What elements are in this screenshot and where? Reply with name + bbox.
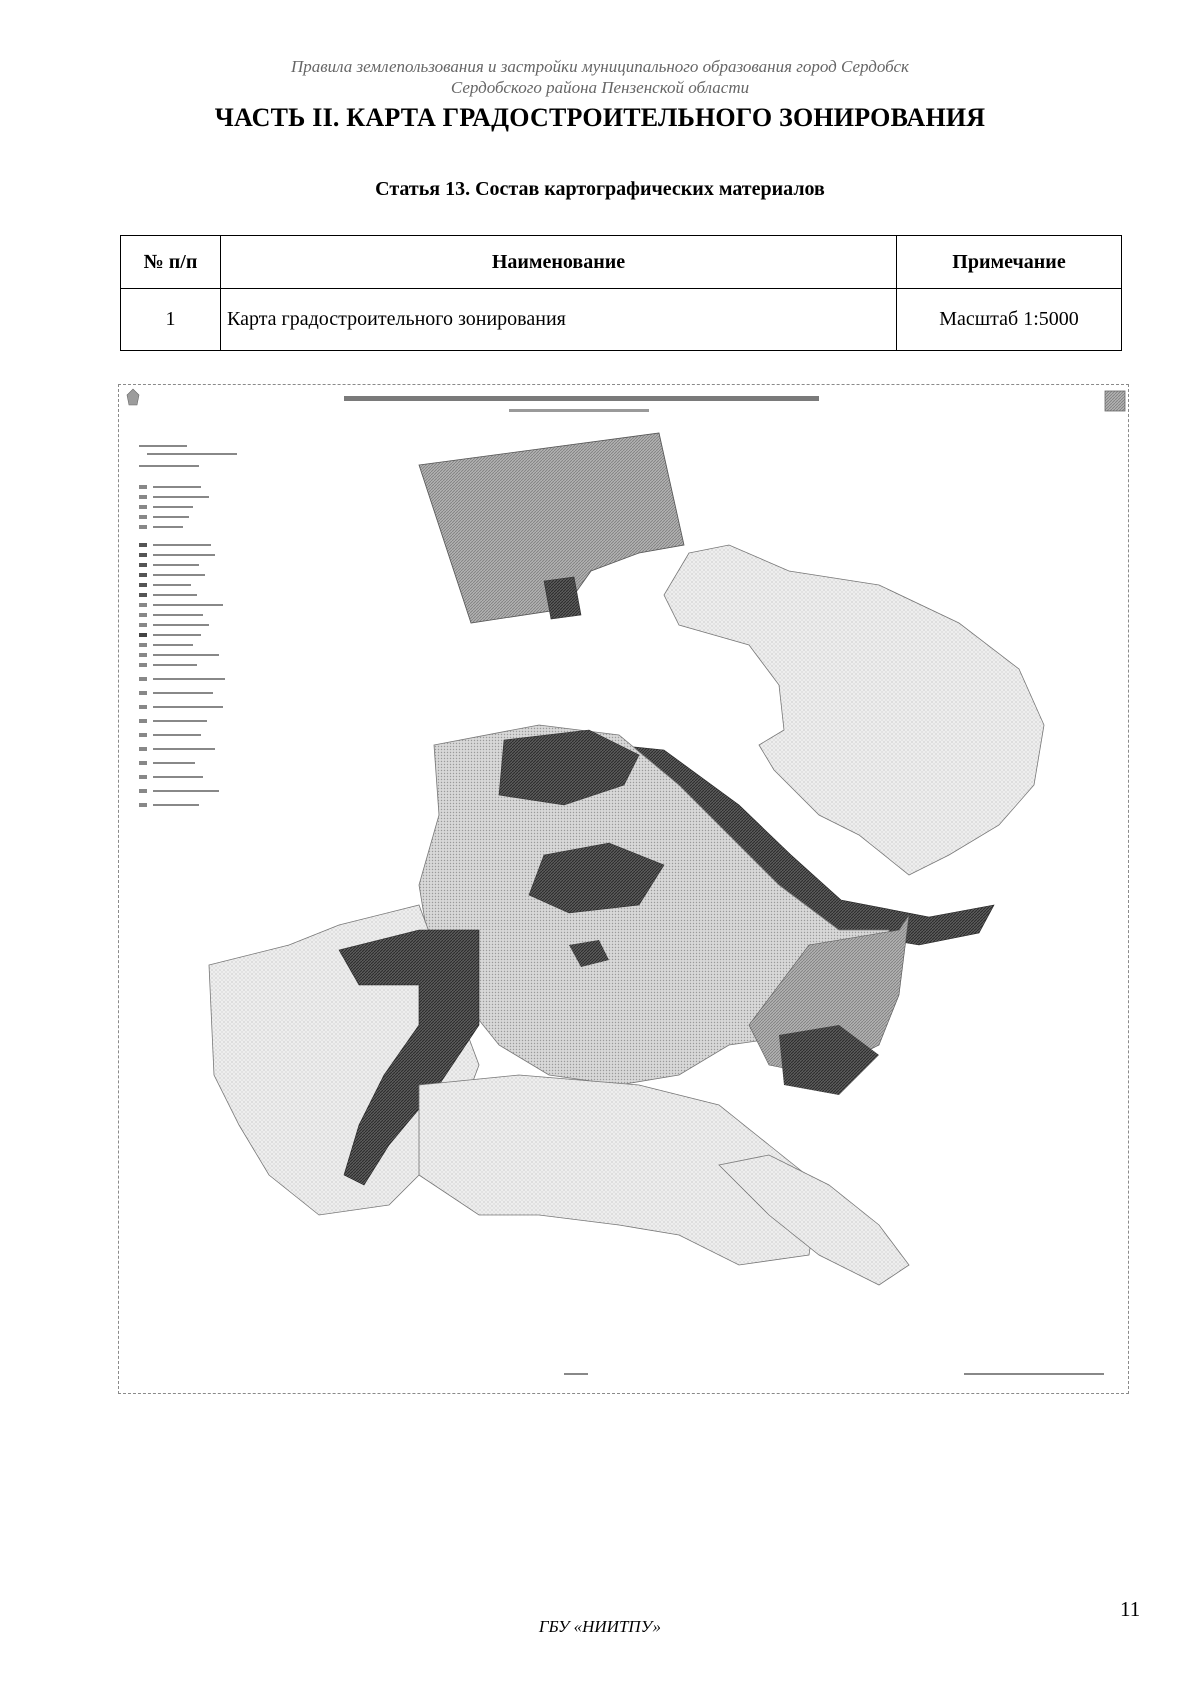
materials-table	[120, 235, 1122, 351]
part-title: ЧАСТЬ II. КАРТА ГРАДОСТРОИТЕЛЬНОГО ЗОНИРОВАНИЯ	[214, 103, 986, 132]
article-title: Статья 13. Состав картографических материалов	[375, 178, 825, 200]
row-note-cell: Масштаб 1:5000	[897, 289, 1122, 351]
zoning-map-image	[119, 385, 1128, 1393]
column-header-number: № п/п	[121, 236, 221, 289]
map-zone-north-block	[544, 577, 581, 619]
emblem-icon	[127, 389, 139, 405]
row-number-cell: 1	[121, 289, 221, 351]
map-scale-bar	[564, 1373, 588, 1375]
running-header-line-1: Правила землепользования и застройки муниципального образования город Сердобск	[290, 57, 909, 76]
row-name-cell: Карта градостроительного зонирования	[221, 289, 897, 351]
table-header-row	[121, 236, 1122, 289]
table-row	[121, 289, 1122, 351]
map-author-block	[964, 1373, 1104, 1375]
page-number: 11	[1120, 1597, 1141, 1621]
column-header-name: Наименование	[221, 236, 897, 289]
compass-icon	[1105, 391, 1125, 411]
zoning-map-figure	[118, 384, 1129, 1394]
footer-organization: ГБУ «НИИТПУ»	[538, 1617, 662, 1636]
map-sheet-title-strip	[344, 396, 819, 401]
running-header-line-2: Сердобского района Пензенской области	[450, 78, 750, 97]
map-sheet-subtitle-strip	[509, 409, 649, 412]
map-legend	[139, 445, 237, 807]
running-header	[0, 56, 1200, 98]
column-header-note: Примечание	[897, 236, 1122, 289]
